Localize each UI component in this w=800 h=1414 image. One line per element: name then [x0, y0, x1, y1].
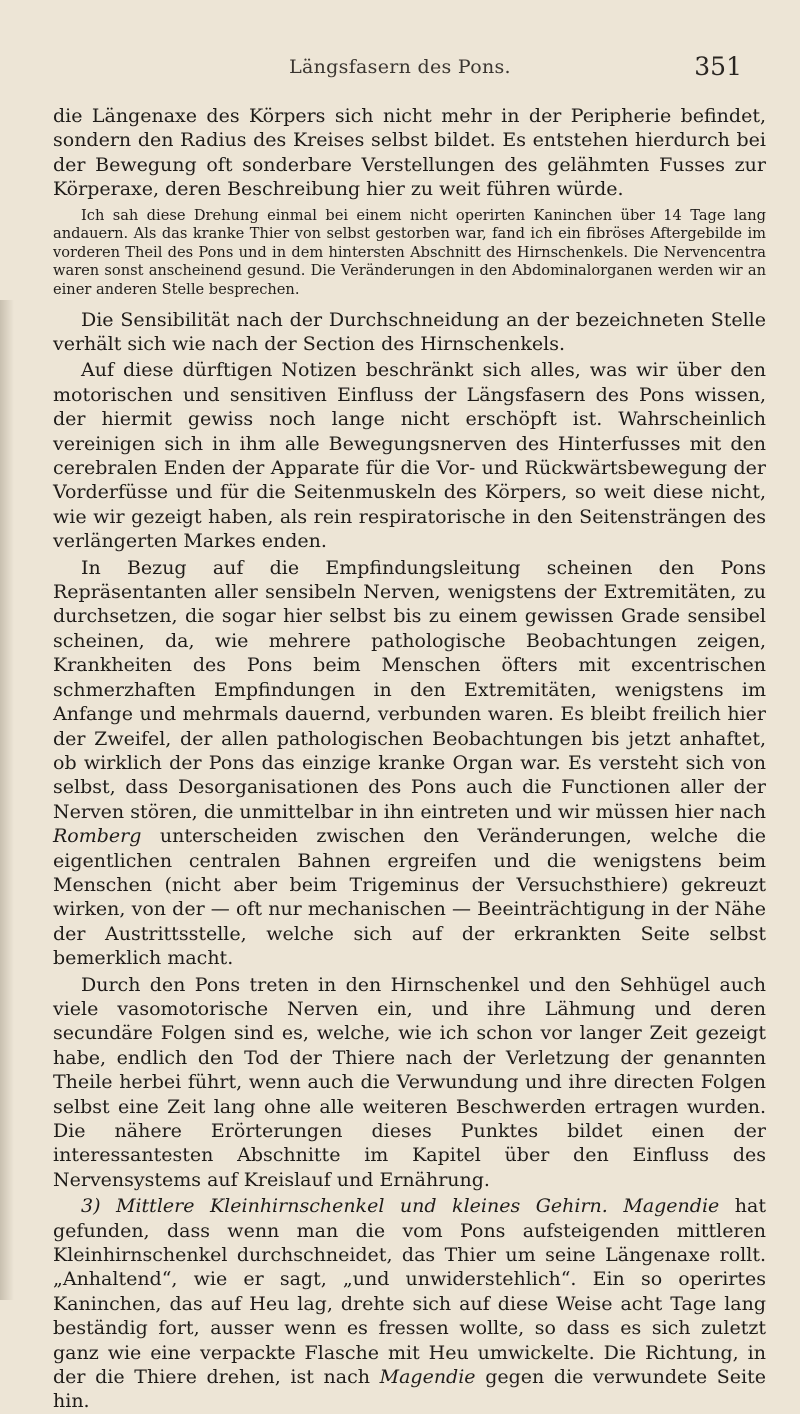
- page-edge-shadow: [0, 300, 14, 1300]
- author-name-magendie: Magendie: [623, 1195, 720, 1218]
- paragraph: [53, 308, 766, 357]
- paragraph-text: unterscheiden zwischen den Veränderungen, welche die eigentlichen centralen Bahnen ergreifen und die wenigstens beim Menschen (nicht aber beim Trigeminus der Versuchsthiere) gekreuzt wirken, von der — oft nur mechanischen — Beeinträchtigung in der Nähe der Austrittsstelle, welche sich auf der erkrankten Seite selbst bemerklich macht.: [53, 825, 766, 970]
- paragraph-text: [608, 1195, 624, 1217]
- section-heading: 3) Mittlere Kleinhirnschenkel und kleines Gehirn.: [81, 1195, 608, 1218]
- paragraph: [53, 104, 766, 202]
- paragraph: [53, 973, 766, 1193]
- paragraph-text: hat gefunden, dass wenn man die vom Pons aufsteigenden mittleren Kleinhirnschenkel durchschneidet, das Thier um seine Längenaxe rollt. „Anhaltend“, wie er sagt, „und unwiderstehlich“. Ein so operirtes Kaninchen, das auf Heu lag, drehte sich auf diese Weise acht Tage lang beständig fort, ausser wenn es fressen wollte, so dass es sich zuletzt ganz wie eine verpackte Flasche mit Heu umwickelte. Die Richtung, in der die Thiere drehen, ist nach: [53, 1195, 766, 1389]
- paragraph-text: Durch den Pons treten in den Hirnschenkel und den Sehhügel auch viele vasomotorische Nerven ein, und ihre Lähmung und deren secundäre Folgen sind es, welche, wie ich schon vor langer Zeit gezeigt habe, endlich den Tod der Thiere nach der Verletzung der genannten Theile herbei führt, wenn auch die Verwundung und ihre directen Folgen selbst eine Zeit lang ohne alle weiteren Beschwerden ertragen wurden. Die nähere Erörterungen dieses Punktes bildet einen der interessantesten Abschnitte im Kapitel über den Einfluss des Nervensystems auf Kreislauf und Ernährung.: [53, 973, 766, 1191]
- author-name-romberg: Romberg: [53, 825, 142, 848]
- paragraph-text: Ich sah diese Drehung einmal bei einem nicht operirten Kaninchen über 14 Tage lang andauern. Als das kranke Thier von selbst gestorben war, fand ich ein fibröses Aftergebilde im vorderen Theil des Pons und in dem hintersten Abschnitt des Hirnschenkels. Die Nervencentra waren sonst anscheinend gesund. Die Veränderungen in den Abdominalorganen werden wir an einer anderen Stelle besprechen.: [53, 206, 766, 298]
- page-header: [0, 52, 800, 82]
- paragraph-text: In Bezug auf die Empfindungsleitung scheinen den Pons Repräsentanten aller sensibeln Nerven, wenigstens der Extremitäten, zu durchsetzen, die sogar hier selbst bis zu einem gewissen Grade sensibel scheinen, da, wie mehrere pathologische Beobachtungen zeigen, Krankheiten des Pons beim Menschen öfters mit excentrischen schmerzhaften Empfindungen in den Extremitäten, wenigstens im Anfange und mehrmals dauernd, verbunden waren. Es bleibt freilich hier der Zweifel, der allen pathologischen Beobachtungen bis jetzt anhaftet, ob wirklich der Pons das einzige kranke Organ war. Es versteht sich von selbst, dass Desorganisationen des Pons auch die Functionen aller der Nerven stören, die unmittelbar in ihn eintreten und wir müssen hier nach: [53, 556, 766, 823]
- paragraph-text: die Längenaxe des Körpers sich nicht mehr in der Peripherie befindet, sondern den Radius des Kreises selbst bildet. Es entstehen hierdurch bei der Bewegung oft sonderbare Verstellungen des gelähmten Fusses zur Körperaxe, deren Beschreibung hier zu weit führen würde.: [53, 105, 766, 201]
- paragraph: [53, 358, 766, 553]
- body-text: [53, 104, 766, 1414]
- paragraph-text: gegen die verwundete Seite hin.: [53, 1366, 767, 1413]
- paragraph: [53, 1194, 766, 1414]
- footnote-paragraph: [53, 207, 766, 300]
- paragraph-text: Auf diese dürftigen Notizen beschränkt sich alles, was wir über den motorischen und sensitiven Einfluss der Längsfasern des Pons wissen, der hiermit gewiss noch lange nicht erschöpft ist. Wahrscheinlich vereinigen sich in ihm alle Bewegungsnerven des Hinterfusses mit den cerebralen Enden der Apparate für die Vor- und Rückwärtsbewegung der Vorderfüsse und für die Seitenmuskeln des Körpers, so weit diese nicht, wie wir gezeigt haben, als rein respiratorische in den Seitensträngen des verlängerten Markes enden.: [53, 359, 766, 553]
- author-name-magendie: Magendie: [379, 1366, 476, 1389]
- running-head: Längsfasern des Pons.: [289, 56, 511, 78]
- paragraph: [53, 556, 766, 971]
- page-number: 351: [694, 52, 742, 81]
- paragraph-text: Die Sensibilität nach der Durchschneidung an der bezeichneten Stelle verhält sich wie nach der Section des Hirnschenkels.: [53, 308, 766, 355]
